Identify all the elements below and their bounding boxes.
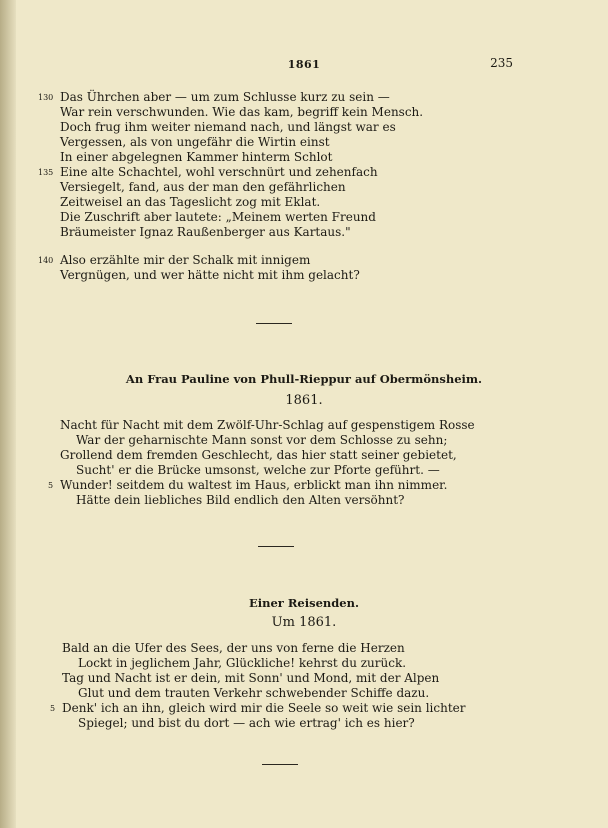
verse-line: Bräumeister Ignaz Raußenberger aus Kartaus." (60, 225, 351, 239)
page-number: 235 (490, 56, 513, 70)
section-divider (258, 546, 294, 547)
verse-line: Zeitweisel an das Tageslicht zog mit Eklat. (60, 195, 321, 209)
page-spine-shadow (0, 0, 16, 828)
line-number: 5 (50, 704, 56, 713)
verse-line: Sucht' er die Brücke umsonst, welche zur Pforte geführt. — (76, 463, 440, 477)
running-header-year: 1861 (287, 58, 321, 71)
verse-line: Wunder! seitdem du waltest im Haus, erblickt man ihn nimmer. (60, 478, 448, 492)
poem-title: Einer Reisenden. (249, 596, 359, 610)
verse-line: Grollend dem fremden Geschlecht, das hier statt seiner gebietet, (60, 448, 457, 462)
verse-line: War rein verschwunden. Wie das kam, begriff kein Mensch. (60, 105, 424, 119)
verse-line: Glut und dem trauten Verkehr schwebender Schiffe dazu. (78, 686, 430, 700)
verse-line: Lockt in jeglichem Jahr, Glückliche! kehrst du zurück. (78, 656, 407, 670)
line-number: 130 (38, 93, 54, 102)
poem-date: 1861. (285, 393, 323, 408)
section-divider (262, 764, 298, 765)
verse-line: Denk' ich an ihn, gleich wird mir die Seele so weit wie sein lichter (62, 701, 466, 715)
verse-line: Also erzählte mir der Schalk mit innigem (60, 253, 311, 267)
poem-date: Um 1861. (271, 615, 337, 630)
line-number: 5 (48, 481, 54, 490)
verse-line: Hätte dein liebliches Bild endlich den Alten versöhnt? (76, 493, 405, 507)
section-divider (256, 323, 292, 324)
verse-line: Doch frug ihm weiter niemand nach, und längst war es (60, 120, 396, 134)
line-number: 135 (38, 168, 54, 177)
verse-line: Nacht für Nacht mit dem Zwölf-Uhr-Schlag auf gespenstigem Rosse (60, 418, 475, 432)
verse-line: Vergessen, als von ungefähr die Wirtin einst (60, 135, 330, 149)
verse-line: In einer abgelegnen Kammer hinterm Schlot (60, 150, 333, 164)
line-number: 140 (38, 256, 54, 265)
verse-line: Das Ührchen aber — um zum Schlusse kurz zu sein — (60, 90, 390, 104)
verse-line: Versiegelt, fand, aus der man den gefährlichen (60, 180, 346, 194)
poem-title: An Frau Pauline von Phull-Rieppur auf Obermönsheim. (125, 372, 483, 386)
verse-line: Die Zuschrift aber lautete: „Meinem werten Freund (60, 210, 376, 224)
verse-line: Eine alte Schachtel, wohl verschnürt und zehenfach (60, 165, 378, 179)
verse-line: Vergnügen, und wer hätte nicht mit ihm gelacht? (60, 268, 360, 282)
verse-line: Spiegel; und bist du dort — ach wie ertrag' ich es hier? (78, 716, 415, 730)
verse-line: Bald an die Ufer des Sees, der uns von ferne die Herzen (62, 641, 405, 655)
verse-line: Tag und Nacht ist er dein, mit Sonn' und Mond, mit der Alpen (62, 671, 440, 685)
verse-line: War der geharnischte Mann sonst vor dem Schlosse zu sehn; (76, 433, 448, 447)
